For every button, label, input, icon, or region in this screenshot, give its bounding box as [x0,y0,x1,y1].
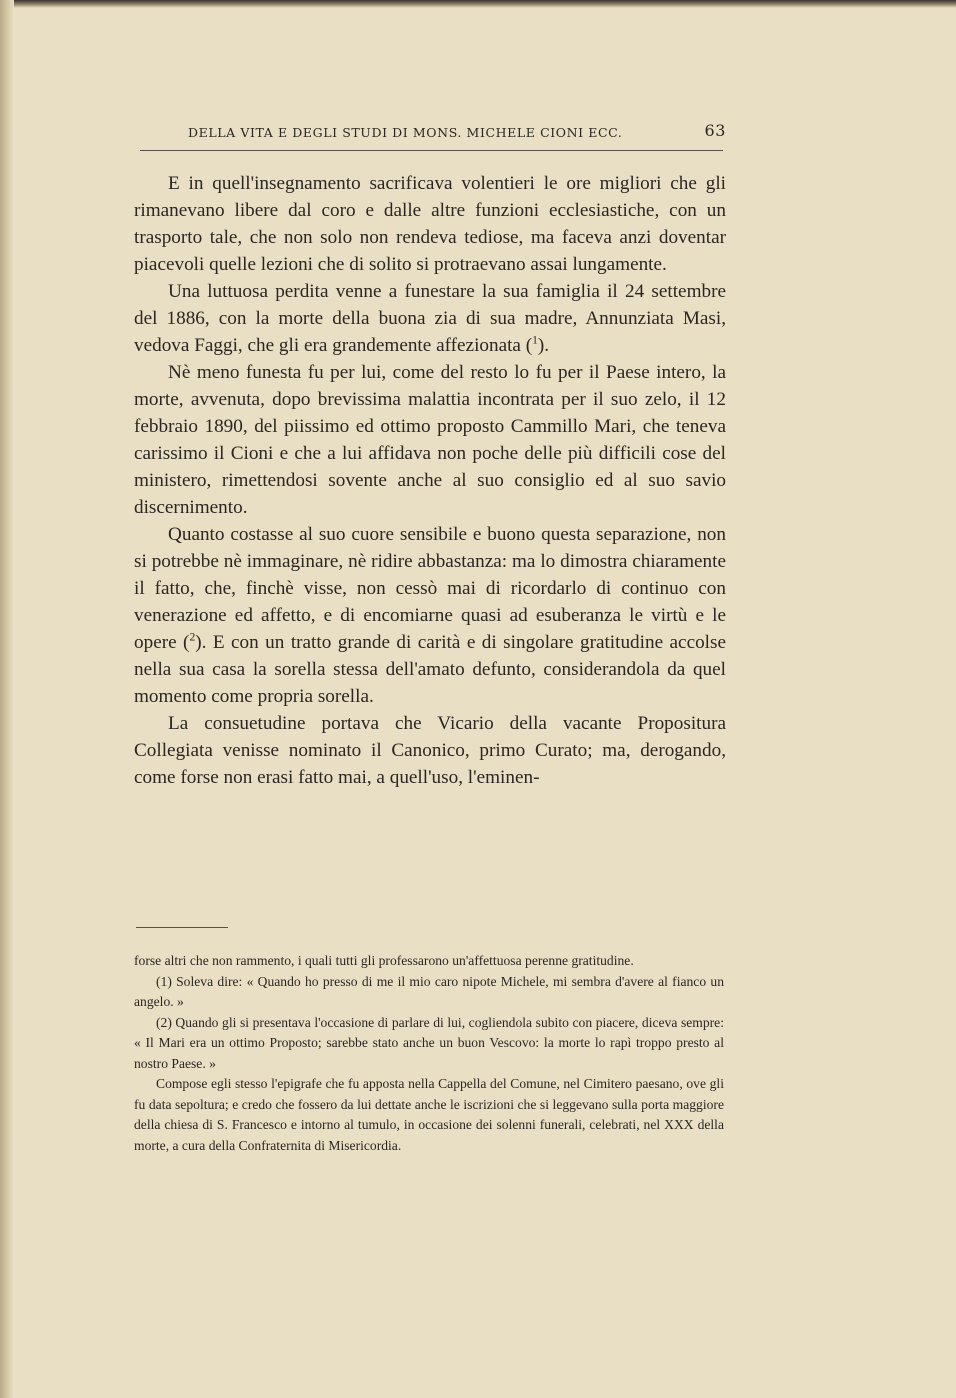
paragraph-5: La consuetudine portava che Vicario della vacante Propositura Collegiata venisse nominato il Canonico, primo Curato; ma, derogando, come forse non erasi fatto mai, a quell'uso, l'eminen- [134,713,726,788]
footnote-continuation: forse altri che non rammento, i quali tutti gli professarono un'affettuosa perenne gratitudine. [134,953,634,968]
paragraph-4 [134,521,726,710]
footnote-2: (2) Quando gli si presentava l'occasione di parlare di lui, cogliendola subito con piacere, diceva sempre: « Il Mari era un ottimo Proposto; sarebbe stato anche un buon Vescovo: la morte lo rapì troppo presto al nostro Paese. » [134,1014,724,1071]
body-text [134,170,726,791]
page-top-edge [0,0,956,8]
footnote-ref-1: 1 [532,334,538,347]
footnotes [134,951,724,1156]
footnote-1: (1) Soleva dire: « Quando ho presso di me il mio caro nipote Michele, mi sembra d'avere al fianco un angelo. » [134,973,724,1009]
page-binding-edge [0,0,14,1398]
page-number: 63 [704,121,726,140]
running-head: DELLA VITA E DEGLI STUDI DI MONS. MICHELE CIONI ECC. [188,125,623,140]
paragraph-2-end: ). [537,335,550,356]
footnote-rule [136,927,228,928]
paragraph-4-text: Quanto costasse al suo cuore sensibile e buono questa separazione, non si potrebbe nè immaginare, nè ridire abbastanza: ma lo dimostra chiaramente il fatto, che, finchè visse, non cessò mai di ricordarlo di continuo con venerazione ed affetto, e di encomiarne quasi ad esuberanza le virtù e le opere ( [134,524,726,653]
footnote-2-continued: Compose egli stesso l'epigrafe che fu apposta nella Cappella del Comune, nel Cimitero paesano, ove gli fu data sepoltura; e credo che fossero da lui dettate anche le iscrizioni che si leggevano sulla porta maggiore della chiesa di S. Francesco e intorno al tumulo, in occasione dei solenni funerali, celebrati, nel XXX della morte, a cura della Confraternita di Misericordia. [134,1076,724,1153]
header-rule [140,150,723,151]
paragraph-1: E in quell'insegnamento sacrificava volentieri le ore migliori che gli rimanevano libere dal coro e dalle altre funzioni ecclesiastiche, con un trasporto tale, che non solo non rendeva tediose, ma faceva anzi doventar piacevoli quelle lezioni che di solito si protraevano assai lungamente. [134,173,726,275]
paragraph-3: Nè meno funesta fu per lui, come del resto lo fu per il Paese intero, la morte, avvenuta, dopo brevissima malattia incontrata per il suo zelo, il 12 febbraio 1890, del piissimo ed ottimo proposto Cammillo Mari, che teneva carissimo il Cioni e che a lui affidava non poche delle più difficili cose del ministero, rimettendosi sovente anche al suo consiglio ed al suo savio discernimento. [134,362,726,518]
page-header [188,121,726,143]
paragraph-4-end: ). E con un tratto grande di carità e di singolare gratitudine accolse nella sua casa la sorella stessa dell'amato defunto, considerandola da quel momento come propria sorella. [134,632,726,707]
footnote-ref-2: 2 [189,631,196,644]
paragraph-2 [134,278,726,359]
paragraph-2-text: Una luttuosa perdita venne a funestare la sua famiglia il 24 settembre del 1886, con la morte della buona zia di sua madre, Annunziata Masi, vedova Faggi, che gli era grandemente affezionata ( [134,281,726,356]
